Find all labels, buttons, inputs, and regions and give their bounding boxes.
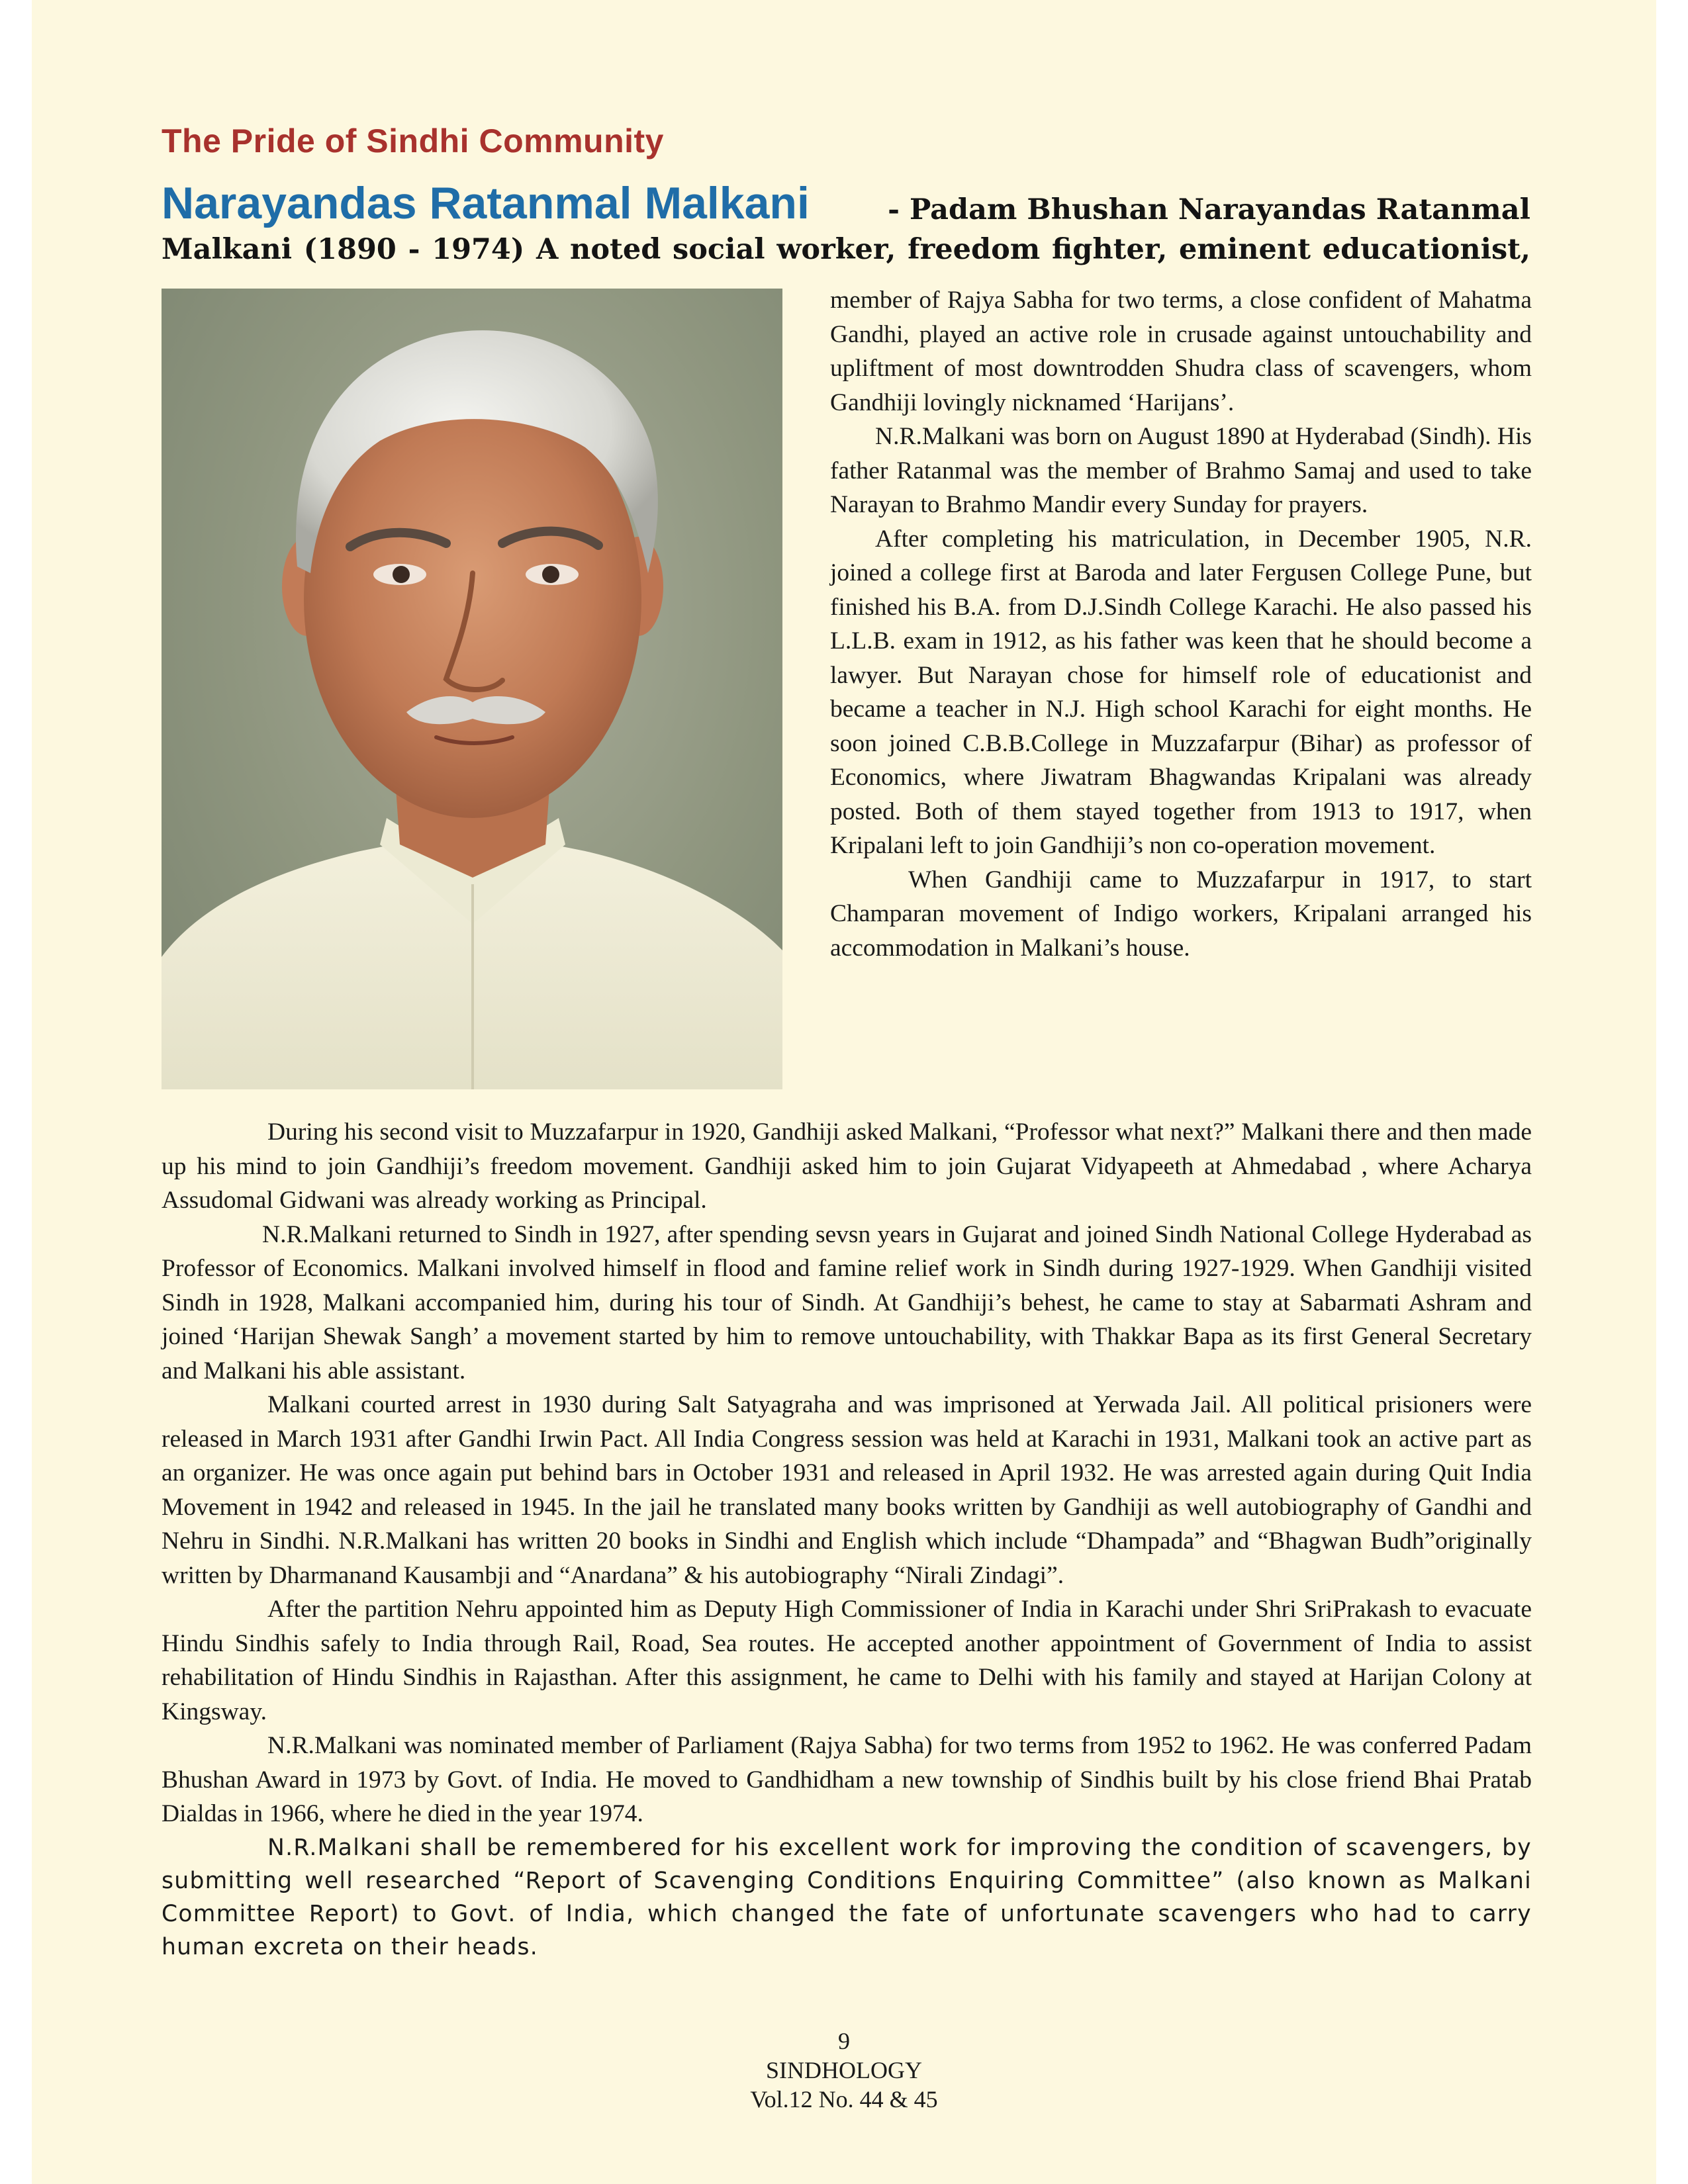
body-paragraph: N.R.Malkani was nominated member of Parliament (Rajya Sabha) for two terms from 1952 to 1962. He was conferred Padam Bhushan Award in 1973 by Govt. of India. He moved to Gandhidham a new township of Sindhis built by his close friend Bhai Pratab Dialdas in 1966, where he died in the year 1974.: [162, 1732, 1532, 1827]
column-paragraph: After completing his matriculation, in December 1905, N.R. joined a college first at Baroda and later Fergusen College Pune, but finished his B.A. from D.J.Sindh College Karachi. He also passed his L.L.B. exam in 1912, as his father was keen that he should become a lawyer. But Narayan chose for himself role of educationist and became a teacher in N.J. High school Karachi for eight months. He soon joined C.B.B.College in Muzzafarpur (Bihar) as professor of Economics, where Jiwatram Bhagwandas Kripalani was already posted. Both of them stayed together from 1913 to 1917, when Kripalani left to join Gandhiji’s non co-operation movement.: [830, 525, 1532, 859]
body-paragraph: N.R.Malkani returned to Sindh in 1927, after spending sevsn years in Gujarat and joined Sindh National College Hyderabad as Professor of Economics. Malkani involved himself in flood and famine relief work in Sindh during 1927-1929. When Gandhiji visited Sindh in 1928, Malkani accompanied him, during his tour of Sindh. At Gandhiji’s behest, he came to stay at Sabarmati Ashram and joined ‘Harijan Shewak Sangh’ a movement started by him to remove untouchability, with Thakkar Bapa as its first General Secretary and Malkani his able assistant.: [162, 1220, 1532, 1385]
section-kicker: The Pride of Sindhi Community: [162, 122, 664, 159]
person-name-heading: Narayandas Ratanmal Malkani: [162, 178, 810, 228]
page-footer: [0, 2026, 1688, 2114]
portrait-image: [162, 289, 782, 1089]
publication-name: SINDHOLOGY: [766, 2057, 922, 2083]
column-text: [830, 283, 1532, 965]
body-text: [162, 1115, 1532, 1964]
issue-number: Vol.12 No. 44 & 45: [750, 2086, 938, 2113]
column-paragraph: member of Rajya Sabha for two terms, a close confident of Mahatma Gandhi, played an active role in crusade against untouchability and upliftment of most downtrodden Shudra class of scavengers, whom Gandhiji lovingly nicknamed ‘Harijans’.: [830, 287, 1532, 416]
body-paragraph: During his second visit to Muzzafarpur in 1920, Gandhiji asked Malkani, “Professor what next?” Malkani there and then made up his mind to join Gandhiji’s freedom movement. Gandhiji asked him to join Gujarat Vidyapeeth at Ahmedabad , where Acharya Assudomal Gidwani was already working as Principal.: [162, 1118, 1532, 1214]
page-number: 9: [838, 2028, 850, 2054]
column-paragraph: N.R.Malkani was born on August 1890 at Hyderabad (Sindh). His father Ratanmal was the member of Brahmo Samaj and used to take Narayan to Brahmo Mandir every Sunday for prayers.: [830, 423, 1532, 518]
subtitle-line-2: Malkani (1890 - 1974) A noted social worker, freedom fighter, eminent educationist,: [162, 233, 1530, 266]
body-paragraph: After the partition Nehru appointed him as Deputy High Commissioner of India in Karachi under Shri SriPrakash to evacuate Hindu Sindhis safely to India through Rail, Road, Sea routes. He accepted another appointment of Government of India to assist rehabilitation of Hindu Sindhis in Rajasthan. After this assignment, he came to Delhi with his family and stayed at Harijan Colony at Kingsway.: [162, 1596, 1532, 1725]
subtitle-line-1: - Padam Bhushan Narayandas Ratanmal: [888, 193, 1530, 226]
column-paragraph: When Gandhiji came to Muzzafarpur in 1917, to start Champaran movement of Indigo workers, Kripalani arranged his accommodation in Malkani’s house.: [830, 866, 1532, 962]
body-paragraph: N.R.Malkani shall be remembered for his excellent work for improving the condition of scavengers, by submitting well researched “Report of Scavenging Conditions Enquiring Committee” (also known as Malkani Committee Report) to Govt. of India, which changed the fate of unfortunate scavengers who had to carry human excreta on their heads.: [162, 1834, 1532, 1960]
body-paragraph: Malkani courted arrest in 1930 during Salt Satyagraha and was imprisoned at Yerwada Jail. All political prisioners were released in March 1931 after Gandhi Irwin Pact. All India Congress session was held at Karachi in 1931, Malkani took an active part as an organizer. He was once again put behind bars in October 1931 and released in April 1932. He was arrested again during Quit India Movement in 1942 and released in 1945. In the jail he translated many books written by Gandhiji as well autobiography of Gandhi and Nehru in Sindhi. N.R.Malkani has written 20 books in Sindhi and English which include “Dhampada” and “Bhagwan Budh”originally written by Dharmanand Kausambji and “Anardana” & his autobiography “Nirali Zindagi”.: [162, 1391, 1532, 1589]
